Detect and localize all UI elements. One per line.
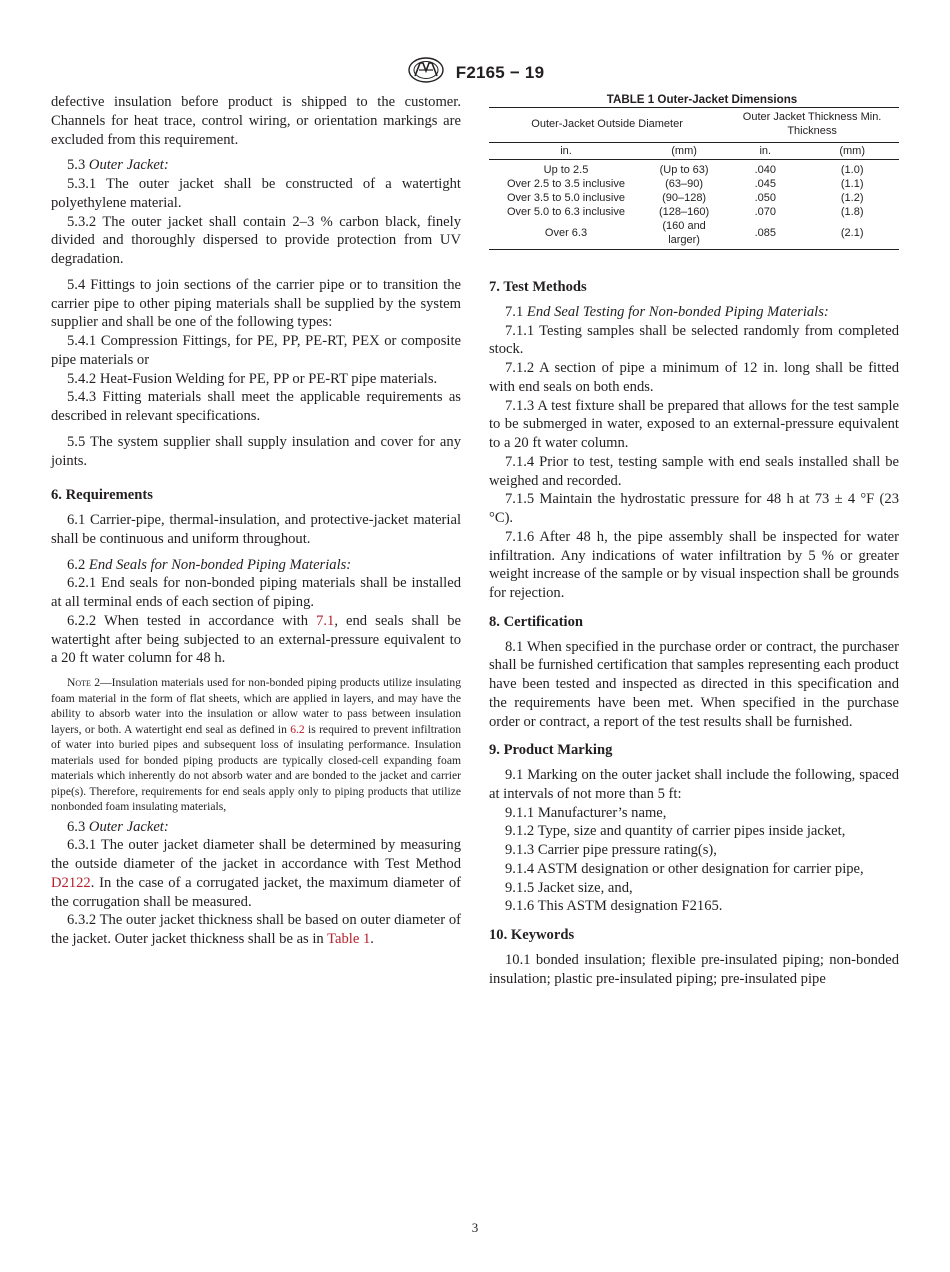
paragraph-6-2: 6.2 End Seals for Non-bonded Piping Materials: (67, 556, 352, 573)
table-row (489, 160, 899, 178)
paragraph-7-1: 7.1 End Seal Testing for Non-bonded Piping Materials: (505, 303, 829, 320)
table-cell: Over 5.0 to 6.3 inclusive (506, 206, 625, 218)
table-cell: .050 (754, 192, 776, 204)
section-heading-10: 10. Keywords (489, 927, 575, 943)
paragraph-6-3: 6.3 Outer Jacket: (67, 818, 169, 835)
document-designation: F2165 − 19 (455, 62, 545, 82)
paragraph-6-1: 6.1 Carrier-pipe, thermal-insulation, and protective-jacket material shall be continuous and uniform throughout. (51, 512, 461, 547)
paragraph-6-3-1: 6.3.1 The outer jacket diameter shall be determined by measuring the outside diameter of the jacket in accordance with Test Method D2122. In the case of a corrugated jacket, the maximum diameter of the corrugation shall be measured. (51, 837, 461, 910)
unit-cell: in. (489, 143, 643, 160)
paragraph-7-1-3: 7.1.3 A test fixture shall be prepared that allows for the test sample to be submerged in water, exposed to an external-pressure equivalent to a 20 ft water column. (489, 397, 899, 451)
table-cell: (128–160) (659, 206, 710, 218)
table-units-row (489, 143, 899, 160)
column-header: Outer Jacket Thickness Min. Thickness (725, 108, 899, 143)
table-cell: Over 3.5 to 5.0 inclusive (506, 192, 625, 204)
table-cell: (1.1) (840, 178, 864, 190)
link-d2122[interactable]: D2122 (51, 874, 91, 891)
unit-cell: in. (725, 143, 805, 160)
table-cell: (90–128) (662, 192, 707, 204)
paragraph-5-3-1: 5.3.1 The outer jacket shall be constructed of a watertight polyethylene material. (51, 176, 461, 211)
table-cell: (1.8) (840, 206, 864, 218)
table-cell: (63–90) (665, 178, 704, 190)
table-row (489, 219, 899, 250)
unit-cell: (mm) (643, 143, 725, 160)
table-cell: (160 and larger) (643, 219, 725, 250)
paragraph-10-1: 10.1 bonded insulation; flexible pre-insulated piping; non-bonded insulation; plastic pre-insulated piping; pre-insulated pipe (489, 951, 899, 987)
paragraph-5-4-3: 5.4.3 Fitting materials shall meet the applicable requirements as described in relevant specifications. (51, 389, 461, 424)
column-header: Outer-Jacket Outside Diameter (489, 108, 725, 143)
table-cell: (2.1) (805, 219, 899, 250)
section-heading-6: 6. Requirements (51, 487, 153, 504)
table-cell: Over 6.3 (489, 219, 643, 250)
paragraph-9-1-2: 9.1.2 Type, size and quantity of carrier pipes inside jacket, (505, 823, 846, 840)
paragraph-7-1-1: 7.1.1 Testing samples shall be selected randomly from completed stock. (489, 322, 899, 358)
unit-cell: (mm) (805, 143, 899, 160)
page-header (0, 55, 950, 90)
paragraph-5-4-1: 5.4.1 Compression Fittings, for PE, PP, PE-RT, PEX or composite pipe materials or (51, 333, 461, 368)
paragraph-9-1: 9.1 Marking on the outer jacket shall include the following, spaced at intervals of not more than 5 ft: (489, 767, 899, 802)
table-cell: .070 (754, 206, 776, 218)
paragraph-6-2-2: 6.2.2 When tested in accordance with 7.1, end seals shall be watertight after being subjected to an external-pressure equivalent to a 20 ft water column for 48 h. (51, 612, 461, 667)
outer-jacket-dimensions-table (489, 107, 899, 250)
paragraph-9-1-4: 9.1.4 ASTM designation or other designation for carrier pipe, (505, 860, 864, 877)
paragraph-5-5: 5.5 The system supplier shall supply insulation and cover for any joints. (51, 433, 461, 469)
table-header-row (489, 108, 899, 143)
paragraph-5-4: 5.4 Fittings to join sections of the carrier pipe or to transition the carrier pipe to other piping materials shall be supplied by the system supplier and shall be one of the following types: (51, 276, 461, 331)
table-row (489, 191, 899, 205)
table-cell: Over 2.5 to 3.5 inclusive (506, 178, 625, 190)
table-cell: (1.2) (840, 192, 864, 204)
paragraph-7-1-6: 7.1.6 After 48 h, the pipe assembly shall be inspected for water infiltration. Any indications of water infiltration by 5 % or greater weight increase of the sample or by visual inspection shall be grounds for rejection. (489, 528, 899, 601)
paragraph-9-1-5: 9.1.5 Jacket size, and, (505, 879, 633, 896)
table-cell: .040 (754, 164, 776, 176)
paragraph: defective insulation before product is shipped to the customer. Channels for heat trace, control wiring, or orientation markings are excluded from this requirement. (51, 94, 461, 148)
section-heading-7: 7. Test Methods (489, 279, 587, 295)
link-section-6-2[interactable]: 6.2 (290, 722, 305, 736)
table-cell: .085 (725, 219, 805, 250)
paragraph-9-1-6: 9.1.6 This ASTM designation F2165. (505, 898, 723, 915)
left-column (51, 93, 461, 949)
paragraph-5-3: 5.3 Outer Jacket: (67, 157, 169, 174)
table-cell: (1.0) (840, 164, 864, 176)
paragraph-5-4-2: 5.4.2 Heat-Fusion Welding for PE, PP or PE-RT pipe materials. (67, 370, 438, 387)
paragraph-7-1-4: 7.1.4 Prior to test, testing sample with end seals installed shall be weighed and recorded. (489, 453, 899, 489)
paragraph-9-1-3: 9.1.3 Carrier pipe pressure rating(s), (505, 842, 717, 858)
link-section-7-1[interactable]: 7.1 (316, 612, 335, 629)
table-row (489, 177, 899, 191)
paragraph-6-3-2: 6.3.2 The outer jacket thickness shall be based on outer diameter of the jacket. Outer jacket thickness shall be as in Table 1. (51, 912, 461, 947)
note-2: Note 2—Insulation materials used for non-bonded piping products utilize insulating foam material in the form of flat sheets, which are applied in layers, and may have the ability to absorb water into the insulation or allow water to pass between insulation layers, or both. A watertight end seal as defined in 6.2 is required to prevent infiltration of water into buried pipes and subsequent loss of insulating performance. Insulation materials used for bonded piping products are typically closed-cell expanding foam materials which inherently do not absorb water and are bonded to the jacket and carrier pipe(s). Therefore, requirements for end seals apply only to piping products that utilize nonbonded foam insulating materials, (51, 676, 461, 813)
paragraph-7-1-2: 7.1.2 A section of pipe a minimum of 12 in. long shall be fitted with end seals on both ends. (489, 360, 899, 395)
page-number: 3 (471, 1220, 479, 1235)
table-row (489, 205, 899, 219)
table-cell: .045 (754, 178, 776, 190)
paragraph-8-1: 8.1 When specified in the purchase order or contract, the purchaser shall be furnished certification that samples representing each product have been tested and inspected as directed in this specification and the requirements have been met. When specified in the purchase order or contract, a report of the test results shall be furnished. (489, 638, 899, 730)
section-heading-9: 9. Product Marking (489, 742, 613, 759)
paragraph-7-1-5: 7.1.5 Maintain the hydrostatic pressure for 48 h at 73 ± 4 °F (23 °C). (489, 491, 899, 526)
astm-logo-icon (406, 55, 446, 90)
table-cell: (Up to 63) (659, 164, 709, 176)
table-title: TABLE 1 Outer-Jacket Dimensions (606, 93, 798, 106)
table-cell: Up to 2.5 (543, 164, 589, 176)
paragraph-9-1-1: 9.1.1 Manufacturer’s name, (505, 804, 667, 821)
paragraph-5-3-2: 5.3.2 The outer jacket shall contain 2–3 % carbon black, finely divided and thoroughly dispersed to provide protection from UV degradation. (51, 213, 461, 267)
paragraph-6-2-1: 6.2.1 End seals for non-bonded piping materials shall be installed at all terminal ends of each section of piping. (51, 575, 461, 610)
section-heading-8: 8. Certification (489, 613, 584, 630)
link-table-1[interactable]: Table 1 (327, 931, 371, 947)
right-column (489, 93, 899, 988)
